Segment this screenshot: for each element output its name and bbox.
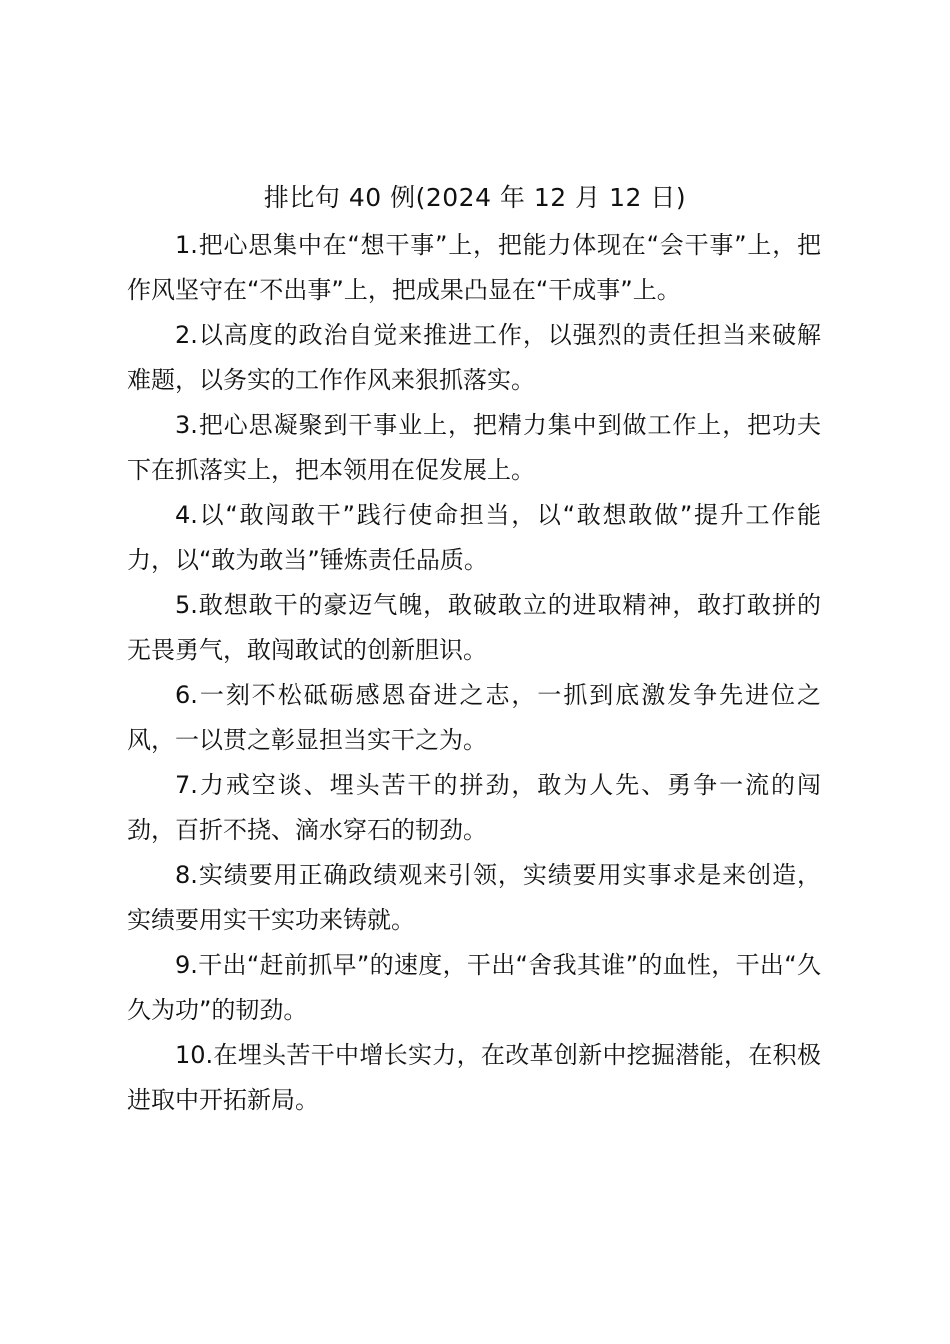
paragraph-4: 4.以“敢闯敢干”践行使命担当，以“敢想敢做”提升工作能力，以“敢为敢当”锤炼责任品质。 xyxy=(127,501,821,574)
paragraph-1: 1.把心思集中在“想干事”上，把能力体现在“会干事”上，把作风坚守在“不出事”上，把成果凸显在“干成事”上。 xyxy=(127,231,821,304)
paragraph-2: 2.以高度的政治自觉来推进工作，以强烈的责任担当来破解难题，以务实的工作作风来狠抓落实。 xyxy=(127,321,821,394)
paragraph-5: 5.敢想敢干的豪迈气魄，敢破敢立的进取精神，敢打敢拼的无畏勇气，敢闯敢试的创新胆识。 xyxy=(127,591,821,664)
document-title: 排比句 40 例(2024 年 12 月 12 日) xyxy=(263,183,687,212)
paragraph-9: 9.干出“赶前抓早”的速度，干出“舍我其谁”的血性，干出“久久为功”的韧劲。 xyxy=(127,951,821,1024)
paragraph-7: 7.力戒空谈、埋头苦干的拼劲，敢为人先、勇争一流的闯劲，百折不挠、滴水穿石的韧劲。 xyxy=(127,771,821,844)
document-body xyxy=(127,223,821,1123)
paragraph-8: 8.实绩要用正确政绩观来引领，实绩要用实事求是来创造，实绩要用实干实功来铸就。 xyxy=(127,861,821,934)
paragraph-10: 10.在埋头苦干中增长实力，在改革创新中挖掘潜能，在积极进取中开拓新局。 xyxy=(127,1041,821,1114)
paragraph-3: 3.把心思凝聚到干事业上，把精力集中到做工作上，把功夫下在抓落实上，把本领用在促发展上。 xyxy=(127,411,821,484)
paragraph-6: 6.一刻不松砥砺感恩奋进之志，一抓到底激发争先进位之风，一以贯之彰显担当实干之为。 xyxy=(127,681,821,754)
